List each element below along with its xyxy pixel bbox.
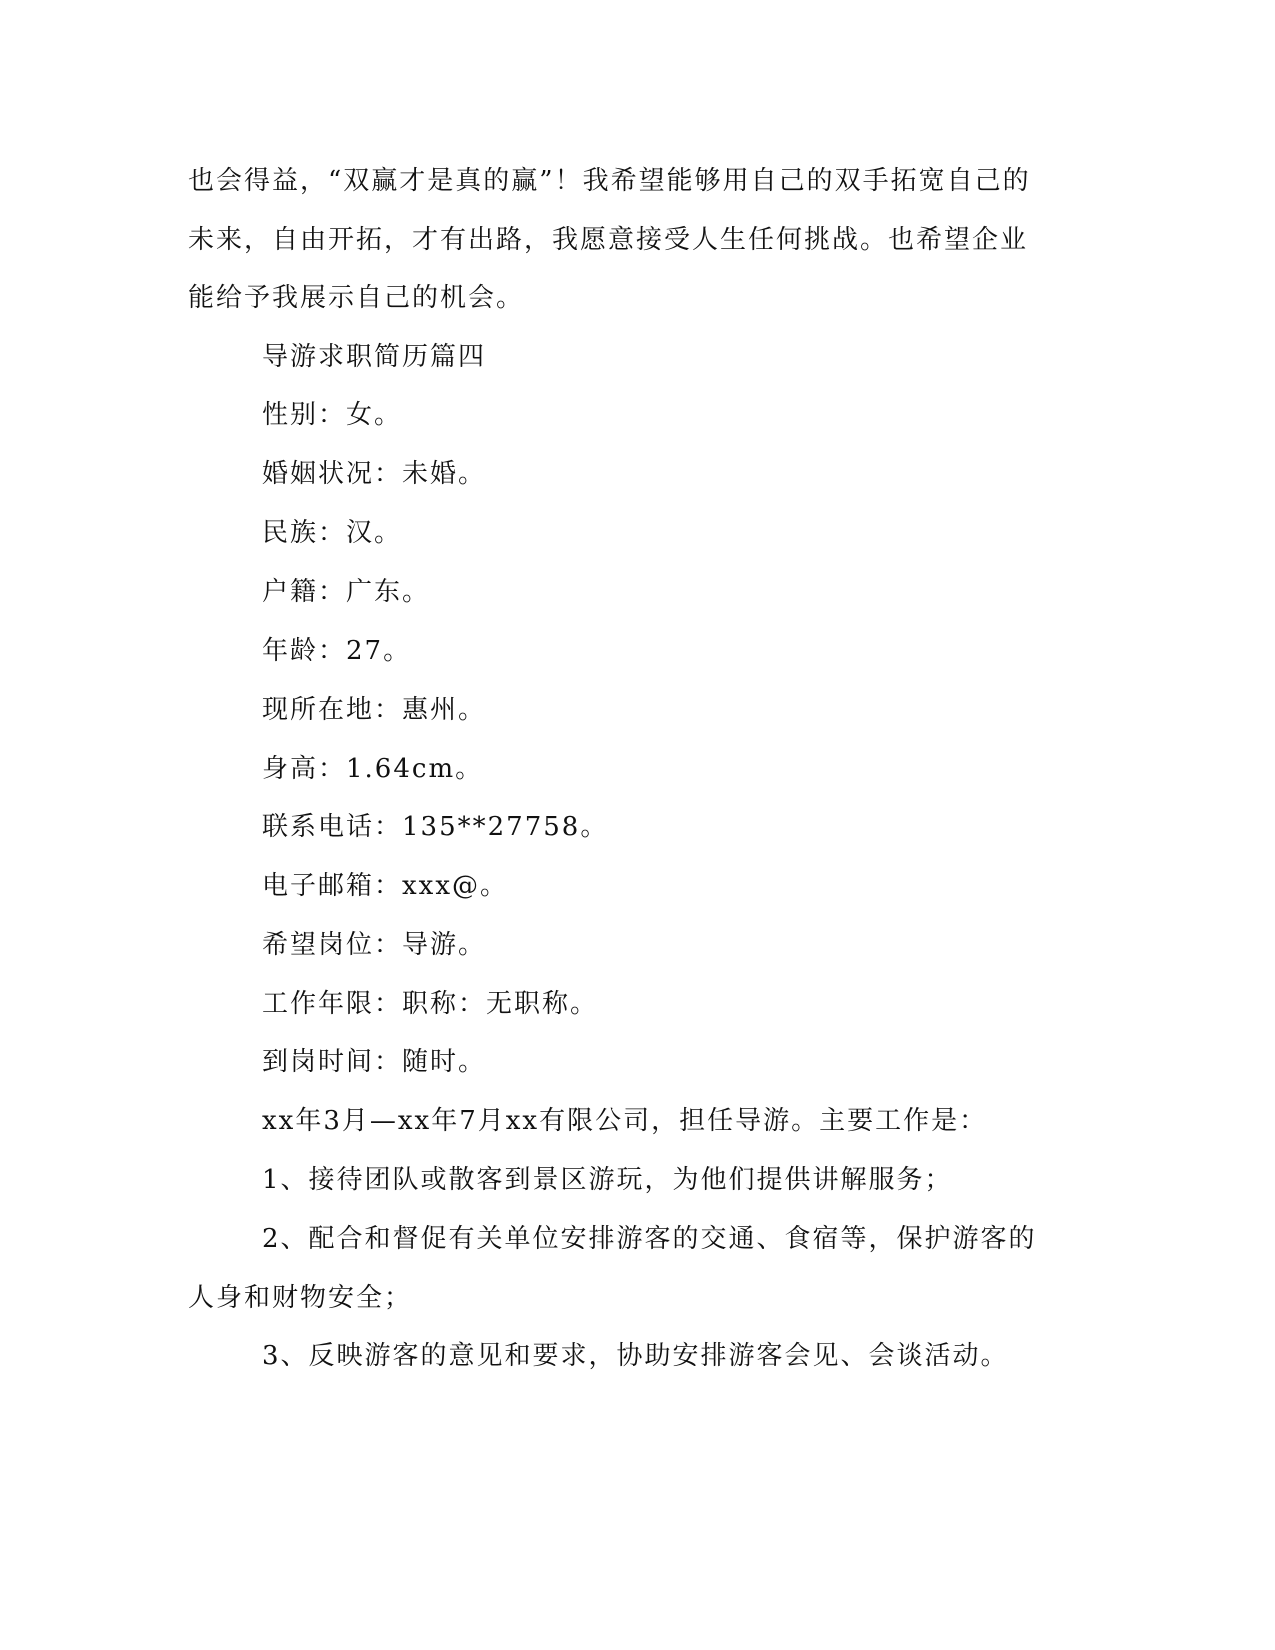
profile-work-years: 工作年限：职称：无职称。 [262, 989, 599, 1019]
experience-item-1: 1、接待团队或散客到景区游玩，为他们提供讲解服务； [262, 1165, 953, 1195]
profile-email: 电子邮箱：xxx@。 [262, 871, 508, 901]
profile-gender: 性别：女。 [262, 400, 403, 430]
intro-line-2: 未来，自由开拓，才有出路，我愿意接受人生任何挑战。也希望企业 [188, 225, 1029, 255]
profile-household-registration: 户籍：广东。 [262, 577, 431, 607]
profile-height: 身高：1.64cm。 [262, 754, 484, 784]
intro-line-3: 能给予我展示自己的机会。 [188, 283, 525, 313]
experience-item-3: 3、反映游客的意见和要求，协助安排游客会见、会谈活动。 [262, 1341, 1009, 1371]
profile-phone: 联系电话：135**27758。 [262, 812, 609, 842]
experience-item-2-continued: 人身和财物安全； [188, 1283, 413, 1313]
profile-age: 年龄：27。 [262, 636, 412, 666]
intro-line-1: 也会得益，“双赢才是真的赢”！我希望能够用自己的双手拓宽自己的 [188, 166, 1031, 196]
section-title: 导游求职简历篇四 [262, 342, 487, 372]
profile-start-time: 到岗时间：随时。 [262, 1047, 487, 1077]
profile-ethnicity: 民族：汉。 [262, 518, 403, 548]
profile-location: 现所在地：惠州。 [262, 695, 487, 725]
profile-desired-position: 希望岗位：导游。 [262, 930, 487, 960]
experience-header: xx年3月—xx年7月xx有限公司，担任导游。主要工作是： [262, 1106, 988, 1136]
profile-marital-status: 婚姻状况：未婚。 [262, 459, 487, 489]
experience-item-2: 2、配合和督促有关单位安排游客的交通、食宿等，保护游客的 [262, 1224, 1037, 1254]
